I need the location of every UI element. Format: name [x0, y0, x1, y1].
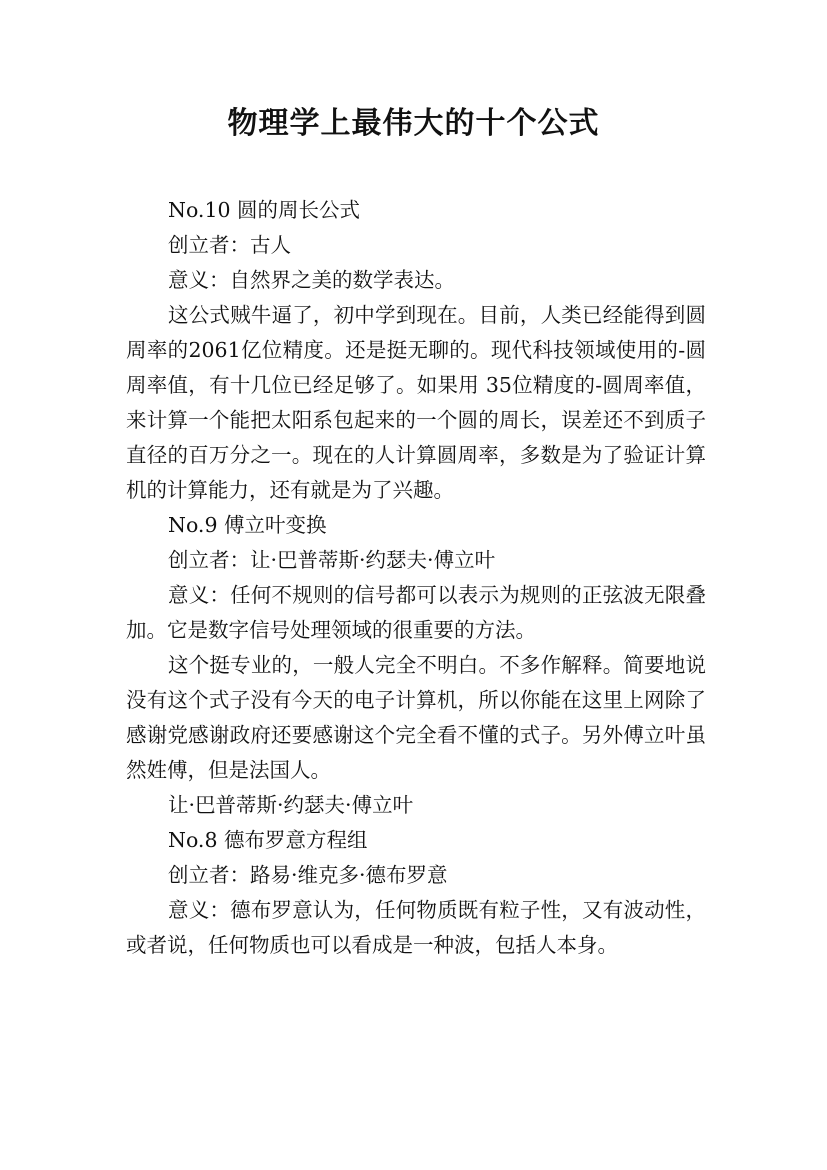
document-title: 物理学上最伟大的十个公式 [227, 106, 600, 141]
paragraph-creator: 创立者：让·巴普蒂斯·约瑟夫·傅立叶 [168, 548, 496, 572]
document-body [126, 193, 706, 963]
paragraph-creator: 创立者：古人 [168, 233, 292, 257]
paragraph-text: 这个挺专业的，一般人完全不明白。不多作解释。简要地说没有这个式子没有今天的电子计算机，所以你能在这里上网除了感谢党感谢政府还要感谢这个完全看不懂的式子。另外傅立叶虽然姓傅，但是法国人。 [126, 653, 706, 782]
paragraph-heading-no10: No.10 圆的周长公式 [168, 198, 361, 222]
paragraph-meaning: 意义：任何不规则的信号都可以表示为规则的正弦波无限叠加。它是数字信号处理领域的很重要的方法。 [126, 583, 706, 642]
paragraph-meaning: 意义：德布罗意认为，任何物质既有粒子性，又有波动性，或者说，任何物质也可以看成是一种波，包括人本身。 [126, 898, 706, 957]
paragraph-heading-no9: No.9 傅立叶变换 [168, 513, 327, 537]
paragraph-creator: 创立者：路易·维克多·德布罗意 [168, 863, 448, 887]
paragraph-caption: 让·巴普蒂斯·约瑟夫·傅立叶 [168, 793, 414, 817]
paragraph-meaning: 意义：自然界之美的数学表达。 [168, 268, 456, 292]
paragraph-heading-no8: No.8 德布罗意方程组 [168, 828, 368, 852]
paragraph-text: 这公式贼牛逼了，初中学到现在。目前，人类已经能得到圆周率的2061亿位精度。还是挺无聊的。现代科技领域使用的-圆周率值，有十几位已经足够了。如果用 35位精度的-圆周率值，来计算一个能把太阳系包起来的一个圆的周长，误差还不到质子直径的百万分之一。现在的人计算圆周率，多数是为了验证计算机的计算能力，还有就是为了兴趣。 [126, 303, 706, 502]
